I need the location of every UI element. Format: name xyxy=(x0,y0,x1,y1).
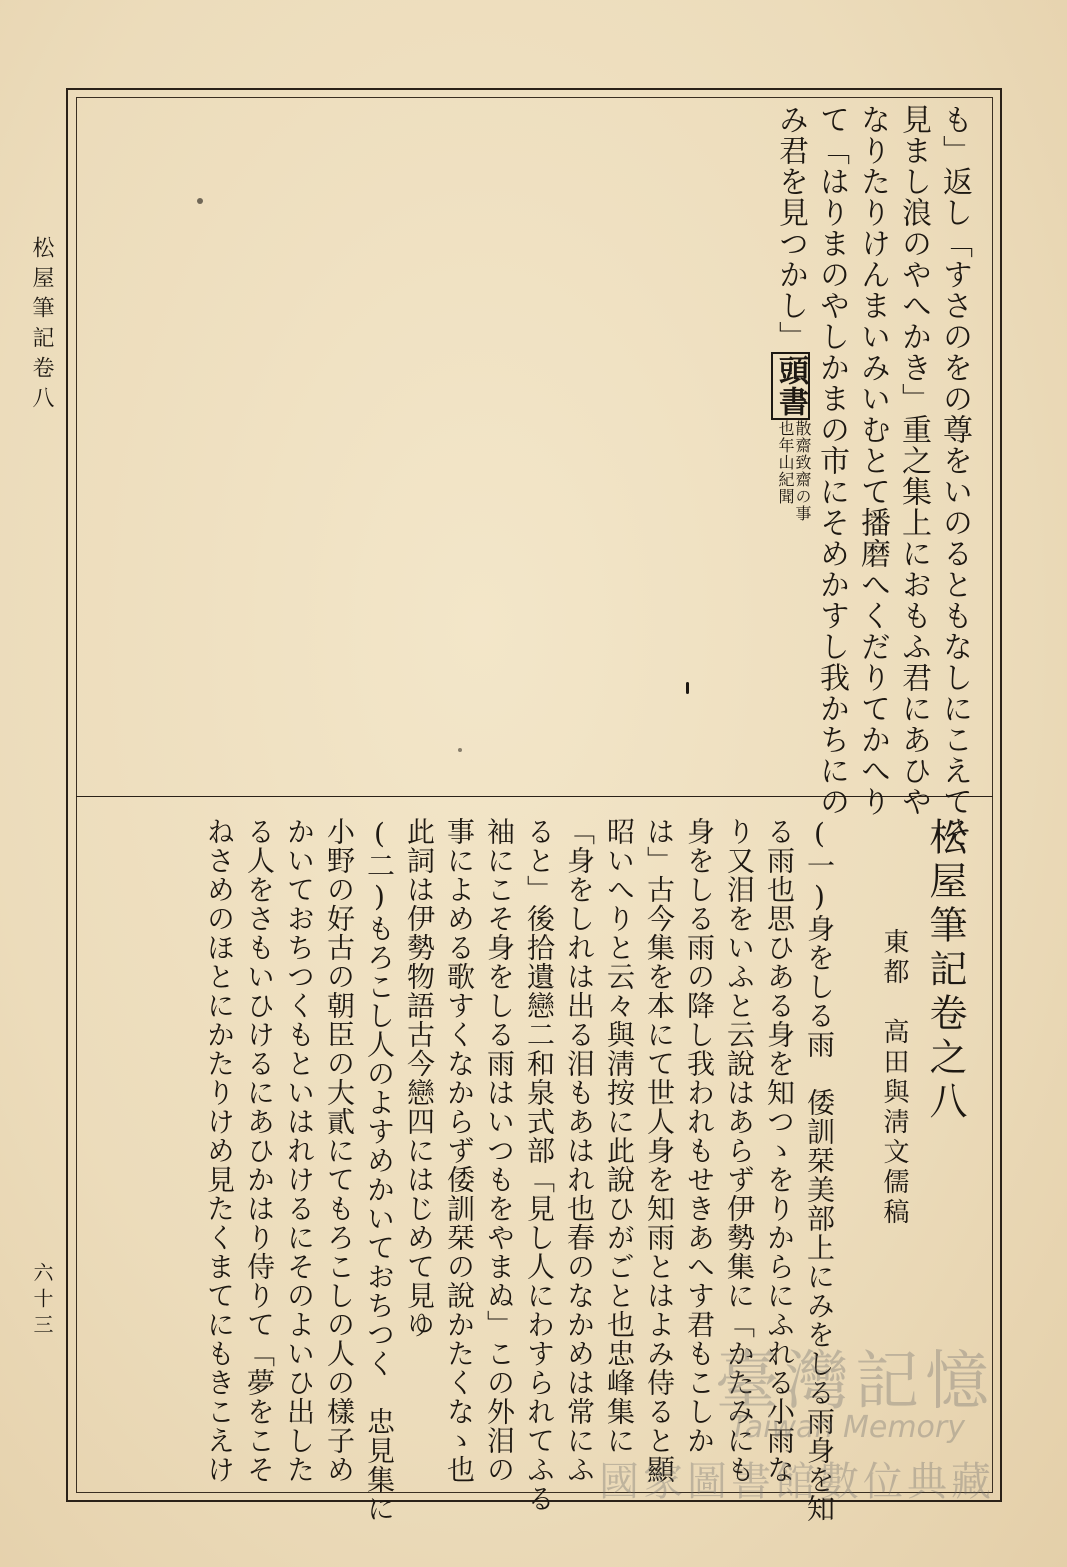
watermark-latin: Taiwan Memory xyxy=(729,1410,965,1445)
body-line: 昭いへりと云々與淸按に此說ひがごと也忠峰集に xyxy=(603,817,636,1455)
body-line: る人をさもいひけるにあひかはり侍りて「夢をこそ xyxy=(243,817,276,1484)
upper-line: も」返し「すさのをの尊をいのるともなしにこえてそ xyxy=(937,104,972,848)
upper-line: て「はりまのやしかまの市にそめかすし我かちにの xyxy=(814,104,849,817)
running-title: 松屋筆記卷八 xyxy=(29,236,54,416)
author-line: 東都 高田與淸文儒稿 xyxy=(879,928,909,1228)
watermark-main: 臺灣記憶 xyxy=(715,1345,995,1419)
headnote-line: 也年山紀聞 xyxy=(776,420,795,505)
body-line: 袖にこそ身をしる雨はいつもをやまぬ」この外泪の xyxy=(483,817,516,1484)
body-line: (一)身をしる雨 倭訓栞美部上にみをしる雨身を知 xyxy=(803,817,836,1523)
body-line: 小野の好古の朝臣の大貳にてもろこしの人の樣子め xyxy=(323,817,356,1484)
headnote-line: 散齋致齋の事 xyxy=(793,420,812,522)
upper-line: なりたりけんまいみいむとて播磨へくだりてかへり xyxy=(855,104,890,817)
headnote-text xyxy=(777,420,811,522)
ink-speck xyxy=(197,198,203,204)
watermark xyxy=(555,1330,995,1510)
body-line: かいておちつくもといはれけるにそのよいひ出した xyxy=(283,817,316,1484)
body-line: 事によめる歌すくなからず倭訓栞の說かたくなゝ也 xyxy=(443,817,476,1484)
body-line: 此詞は伊勢物語古今戀四にはじめて見ゆ xyxy=(403,817,436,1339)
upper-last-line-text: み君を見つかし」 xyxy=(773,104,808,352)
body-line: る雨也思ひある身を知つゝをりからにふれる小雨な xyxy=(763,817,796,1484)
body-line: り又泪をいふと云說はあらず伊勢集に「かたみにも xyxy=(723,817,756,1484)
book-title: 松屋筆記卷之八 xyxy=(923,817,967,1125)
page-number: 六十三 xyxy=(30,1262,54,1340)
headnote-label: 頭書 xyxy=(771,352,810,420)
body-line: 身をしる雨の降し我われもせきあへす君もこしか xyxy=(683,817,716,1455)
body-line: (二)もろこし人のよすめかいておちつく 忠見集に xyxy=(363,817,396,1523)
body-line: ねさめのほとにかたりけめ見たくまてにもきこえけ xyxy=(203,817,236,1484)
upper-line: 見まし浪のやへかき」重之集上におもふ君にあひや xyxy=(896,104,931,817)
upper-last-line xyxy=(770,104,811,784)
watermark-sub: 國家圖書館數位典藏 xyxy=(599,1459,995,1505)
body-line: ると」後拾遺戀二和泉式部「見し人にわすられてふる xyxy=(523,817,556,1513)
body-line: は」古今集を本にて世人身を知雨とはよみ侍ると顯 xyxy=(643,817,676,1484)
upper-section xyxy=(770,104,975,848)
ink-speck xyxy=(686,682,689,694)
ink-speck xyxy=(458,748,462,752)
body-line: 「身をしれは出る泪もあはれ也春のなかめは常にふ xyxy=(563,817,596,1484)
